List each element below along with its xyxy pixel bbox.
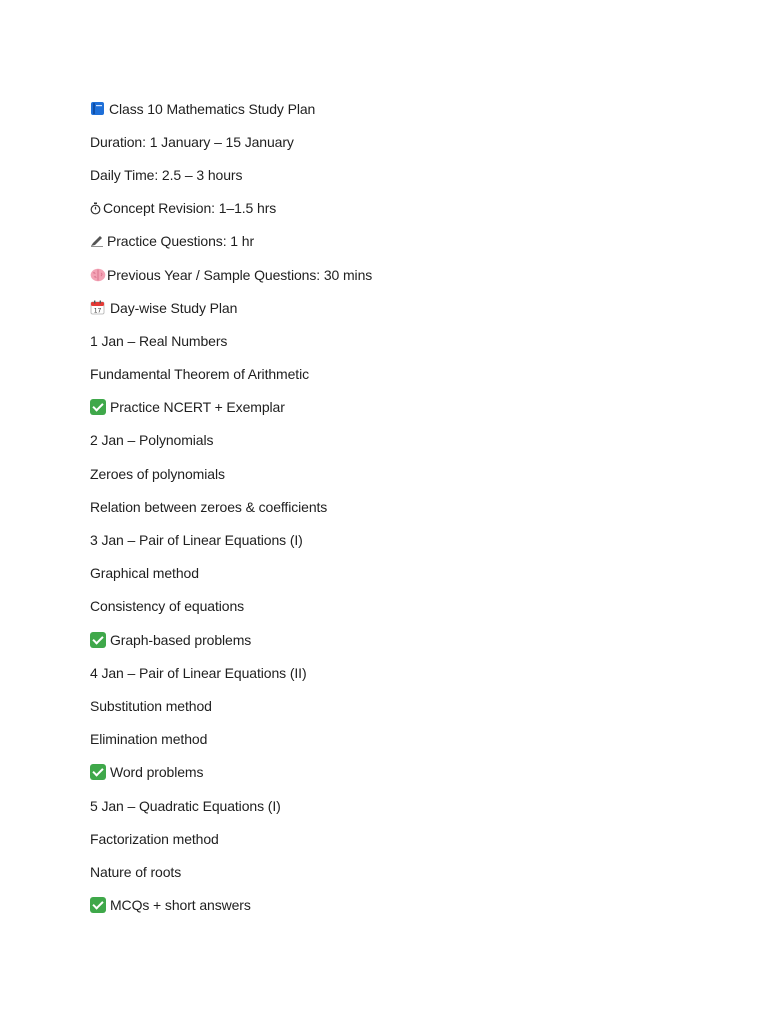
plan-heading: Day-wise Study Plan	[110, 299, 238, 316]
day-practice	[90, 623, 730, 656]
day-topic	[90, 689, 730, 722]
book-icon	[90, 101, 105, 116]
time-split-pyq	[90, 258, 730, 291]
day-heading-text: 4 Jan – Pair of Linear Equations (II)	[90, 664, 307, 681]
day-topic	[90, 557, 730, 590]
day-heading-text: 5 Jan – Quadratic Equations (I)	[90, 797, 281, 814]
day-practice-text: MCQs + short answers	[110, 897, 251, 914]
plan-heading-line	[90, 291, 730, 324]
day-topic	[90, 855, 730, 888]
day-topic	[90, 457, 730, 490]
time-split-text: Practice Questions: 1 hr	[107, 233, 254, 250]
day-topic-text: Zeroes of polynomials	[90, 465, 225, 482]
day-practice-text: Word problems	[110, 764, 204, 781]
daily-time-line	[90, 158, 730, 191]
day-heading	[90, 656, 730, 689]
day-practice-text: Practice NCERT + Exemplar	[110, 399, 285, 416]
day-topic-text: Factorization method	[90, 830, 219, 847]
day-topic	[90, 490, 730, 523]
document-title: Class 10 Mathematics Study Plan	[109, 100, 316, 117]
calendar-icon	[90, 300, 105, 315]
day-heading	[90, 789, 730, 822]
time-split-text: Concept Revision: 1–1.5 hrs	[103, 200, 277, 217]
day-topic-text: Elimination method	[90, 731, 208, 748]
day-practice	[90, 391, 730, 424]
day-topic-text: Consistency of equations	[90, 598, 245, 615]
daily-time-text: Daily Time: 2.5 – 3 hours	[90, 166, 243, 183]
time-split-concept	[90, 192, 730, 225]
duration-line	[90, 125, 730, 158]
day-practice	[90, 756, 730, 789]
day-heading-text: 3 Jan – Pair of Linear Equations (I)	[90, 532, 303, 549]
day-topic-text: Fundamental Theorem of Arithmetic	[90, 366, 309, 383]
day-topic-text: Relation between zeroes & coefficients	[90, 498, 328, 515]
day-topic-text: Substitution method	[90, 697, 212, 714]
day-topic-text: Graphical method	[90, 565, 199, 582]
brain-icon	[90, 268, 106, 282]
day-heading	[90, 523, 730, 556]
day-topic	[90, 358, 730, 391]
study-plan-document	[90, 92, 730, 922]
duration-text: Duration: 1 January – 15 January	[90, 133, 294, 150]
day-practice	[90, 889, 730, 922]
check-icon	[90, 764, 106, 780]
day-topic	[90, 822, 730, 855]
day-topic	[90, 590, 730, 623]
check-icon	[90, 897, 106, 913]
day-heading	[90, 424, 730, 457]
day-topic-text: Nature of roots	[90, 863, 182, 880]
day-topic	[90, 723, 730, 756]
check-icon	[90, 632, 106, 648]
timer-icon	[90, 202, 101, 215]
pen-icon	[90, 235, 104, 247]
time-split-practice	[90, 225, 730, 258]
svg-text:17: 17	[93, 307, 102, 315]
day-heading-text: 1 Jan – Real Numbers	[90, 332, 228, 349]
check-icon	[90, 399, 106, 415]
day-heading	[90, 324, 730, 357]
day-heading-text: 2 Jan – Polynomials	[90, 432, 214, 449]
day-practice-text: Graph-based problems	[110, 631, 252, 648]
document-title-line	[90, 92, 730, 125]
time-split-text: Previous Year / Sample Questions: 30 mins	[107, 266, 373, 283]
